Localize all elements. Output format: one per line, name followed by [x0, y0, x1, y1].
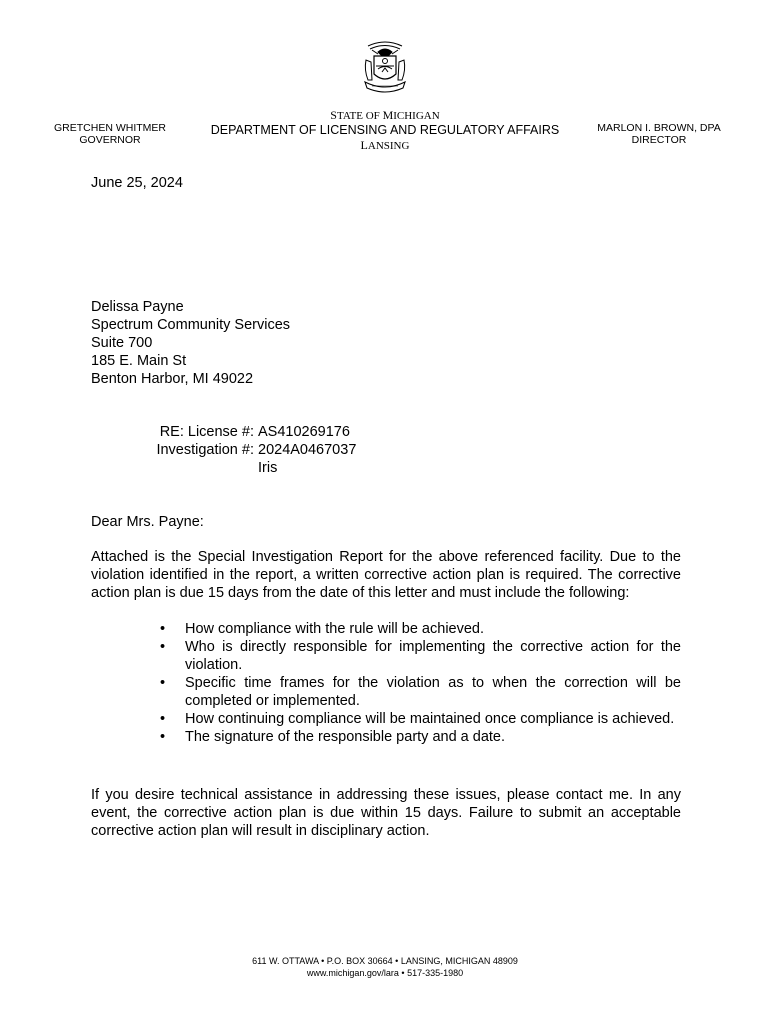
list-item	[160, 710, 681, 728]
bullet-icon: •	[160, 639, 166, 655]
director-title: DIRECTOR	[631, 134, 687, 146]
body-paragraph-2: If you desire technical assistance in addressing these issues, please contact me. In any event, the corrective action plan is due within 15 days. Failure to submit an acceptable corrective action plan will result in disciplinary action.	[91, 787, 681, 839]
list-item-text: How compliance with the rule will be achieved.	[185, 621, 485, 637]
bullet-icon: •	[160, 675, 166, 691]
list-item	[160, 620, 681, 638]
list-item	[160, 674, 681, 710]
bullet-icon: •	[160, 711, 166, 727]
state-name	[180, 108, 590, 123]
license-label: RE: License #:	[159, 424, 254, 440]
michigan-seal-icon	[358, 36, 412, 98]
governor-title: GOVERNOR	[79, 134, 141, 146]
bullet-icon: •	[160, 729, 166, 745]
bullet-icon: •	[160, 621, 166, 637]
list-item	[160, 638, 681, 674]
license-number: AS410269176	[258, 424, 350, 440]
recipient-address	[91, 298, 290, 388]
department-name: DEPARTMENT OF LICENSING AND REGULATORY AFFAIRS	[210, 123, 560, 137]
governor-name: GRETCHEN WHITMER	[54, 122, 166, 134]
city-name	[180, 138, 590, 153]
letter-date: June 25, 2024	[91, 175, 183, 191]
requirements-list	[160, 620, 681, 746]
state-rest2: ICHIGAN	[393, 110, 440, 122]
city-cap: L	[360, 138, 368, 152]
list-item-text: Specific time frames for the violation as to when the correction will be completed or implemented.	[185, 675, 681, 709]
city-rest: ANSING	[367, 140, 410, 152]
facility-name: Iris	[258, 460, 278, 476]
reference-block	[91, 423, 431, 477]
list-item-text: The signature of the responsible party and a date.	[185, 729, 506, 745]
list-item	[160, 728, 681, 746]
state-rest1: TATE OF	[336, 110, 383, 122]
list-item-text: Who is directly responsible for implementing the corrective action for the violation.	[185, 639, 681, 673]
list-item-text: How continuing compliance will be maintained once compliance is achieved.	[185, 711, 675, 727]
address-line: Delissa Payne	[91, 299, 184, 315]
investigation-label: Investigation #:	[156, 442, 254, 458]
director-block	[590, 122, 728, 146]
body-paragraph-1: Attached is the Special Investigation Report for the above referenced facility. Due to the violation identified in the report, a written corrective action plan is required. The corrective action plan is due 15 days from the date of this letter and must include the following:	[91, 549, 681, 601]
footer	[0, 955, 770, 979]
governor-block	[40, 122, 180, 146]
investigation-number: 2024A0467037	[258, 442, 357, 458]
director-name: MARLON I. BROWN, DPA	[597, 122, 721, 134]
address-line: Suite 700	[91, 335, 153, 351]
footer-contact: www.michigan.gov/lara • 517-335-1980	[306, 968, 464, 978]
state-cap2: M	[382, 108, 394, 122]
state-cap1: S	[330, 108, 337, 122]
salutation: Dear Mrs. Payne:	[91, 514, 204, 530]
address-line: 185 E. Main St	[91, 353, 187, 369]
address-line: Benton Harbor, MI 49022	[91, 371, 254, 387]
footer-address: 611 W. OTTAWA • P.O. BOX 30664 • LANSING, MICHIGAN 48909	[252, 956, 518, 966]
address-line: Spectrum Community Services	[91, 317, 291, 333]
